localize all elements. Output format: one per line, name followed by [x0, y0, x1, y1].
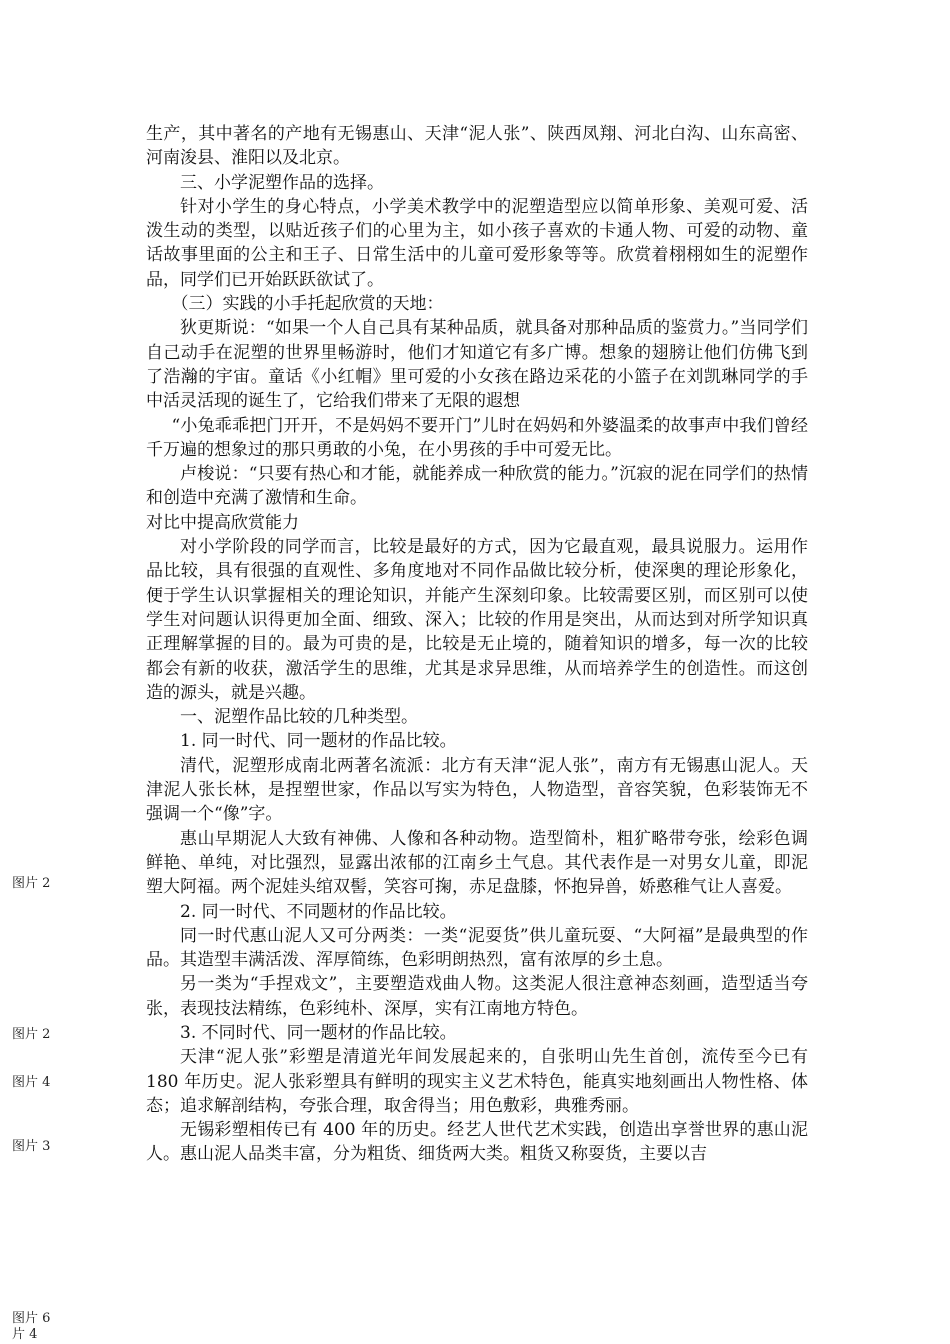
paragraph: 卢梭说：“只要有热心和才能，就能养成一种欣赏的能力。”沉寂的泥在同学们的热情和创造中充满了激情和生命。: [146, 464, 808, 509]
paragraph: 对小学阶段的同学而言，比较是最好的方式，因为它最直观，最具说服力。运用作品比较，具有很强的直观性、多角度地对不同作品做比较分析，使深奥的理论形象化，便于学生认识掌握相关的理论知识，并能产生深刻印象。比较需要区别，而区别可以使学生对问题认识得更加全面、细致、深入；比较的作用是突出，从而达到对所学知识真正理解掌握的目的。最为可贵的是，比较是无止境的，随着知识的增多，每一次的比较都会有新的收获，激活学生的思维，尤其是求异思维，从而培养学生的创造性。而这创造的源头，就是兴趣。: [146, 537, 808, 703]
image-placeholder-label: 图片 4: [12, 1075, 51, 1090]
paragraph: 生产，其中著名的产地有无锡惠山、天津“泥人张”、陕西凤翔、河北白沟、山东高密、河南浚县、淮阳以及北京。: [146, 124, 808, 169]
paragraph: 惠山早期泥人大致有神佛、人像和各种动物。造型简朴，粗犷略带夸张，绘彩色调鲜艳、单纯，对比强烈，显露出浓郁的江南乡土气息。其代表作是一对男女儿童，即泥塑大阿福。两个泥娃头绾双髻，笑容可掬，赤足盘膝，怀抱异兽，娇憨稚气让人喜爱。: [146, 828, 808, 898]
paragraph: 针对小学生的身心特点，小学美术教学中的泥塑造型应以简单形象、美观可爱、活泼生动的类型，以贴近孩子们的心里为主，如小孩子喜欢的卡通人物、可爱的动物、童话故事里面的公主和王子、日常生活中的儿童可爱形象等等。欣赏着栩栩如生的泥塑作品，同学们已开始跃跃欲试了。: [146, 196, 808, 290]
document-body: [146, 122, 808, 1167]
section-heading: 一、泥塑作品比较的几种类型。: [180, 707, 418, 728]
paragraph: 无锡彩塑相传已有 400 年的历史。经艺人世代艺术实践，创造出享誉世界的惠山泥人。惠山泥人品类丰富，分为粗货、细货两大类。粗货又称耍货，主要以吉: [146, 1120, 808, 1165]
section-heading: （三）实践的小手托起欣赏的天地：: [171, 294, 444, 315]
subsection-heading: 2. 同一时代、不同题材的作品比较。: [180, 901, 457, 922]
paragraph: 天津“泥人张”彩塑是清道光年间发展起来的，自张明山先生首创，流传至今已有 180 年历史。泥人张彩塑具有鲜明的现实主义艺术特色，能真实地刻画出人物性格、体态；追求解剖结构，夸张合理，取舍得当；用色敷彩，典雅秀丽。: [146, 1047, 808, 1116]
paragraph: 清代，泥塑形成南北两著名流派：北方有天津“泥人张”，南方有无锡惠山泥人。天津泥人张长林，是捏塑世家，作品以写实为特色，人物造型，音容笑貌，色彩装饰无不强调一个“像”字。: [146, 755, 808, 825]
section-heading: 对比中提高欣赏能力: [146, 512, 299, 533]
image-placeholder-label: 图片 3: [12, 1139, 51, 1154]
image-placeholder-label: 图片 2: [12, 876, 51, 891]
subsection-heading: 3. 不同时代、同一题材的作品比较。: [180, 1022, 457, 1043]
paragraph: “小兔乖乖把门开开，不是妈妈不要开门”儿时在妈妈和外婆温柔的故事声中我们曾经千万遍的想象过的那只勇敢的小兔，在小男孩的手中可爱无比。: [146, 415, 808, 460]
image-placeholder-label: 片 4: [12, 1327, 38, 1342]
paragraph: 同一时代惠山泥人又可分两类：一类“泥耍货”供儿童玩耍、“大阿福”是最典型的作品。其造型丰满活泼、浑厚简练，色彩明朗热烈，富有浓厚的乡土息。: [146, 925, 808, 971]
image-placeholder-label: 图片 2: [12, 1027, 51, 1042]
section-heading: 三、小学泥塑作品的选择。: [180, 172, 384, 193]
paragraph: 狄更斯说：“如果一个人自己具有某种品质，就具备对那种品质的鉴赏力。”当同学们自己动手在泥塑的世界里畅游时，他们才知道它有多广博。想象的翅膀让他们仿佛飞到了浩瀚的宇宙。童话《小红帽》里可爱的小女孩在路边采花的小篮子在刘凯琳同学的手中活灵活现的诞生了，它给我们带来了无限的遐想: [146, 318, 808, 412]
paragraph: 另一类为“手捏戏文”，主要塑造戏曲人物。这类泥人很注意神态刻画，造型适当夸张，表现技法精练，色彩纯朴、深厚，实有江南地方特色。: [146, 974, 808, 1019]
subsection-heading: 1. 同一时代、同一题材的作品比较。: [180, 731, 457, 752]
image-placeholder-label: 图片 6: [12, 1311, 51, 1326]
